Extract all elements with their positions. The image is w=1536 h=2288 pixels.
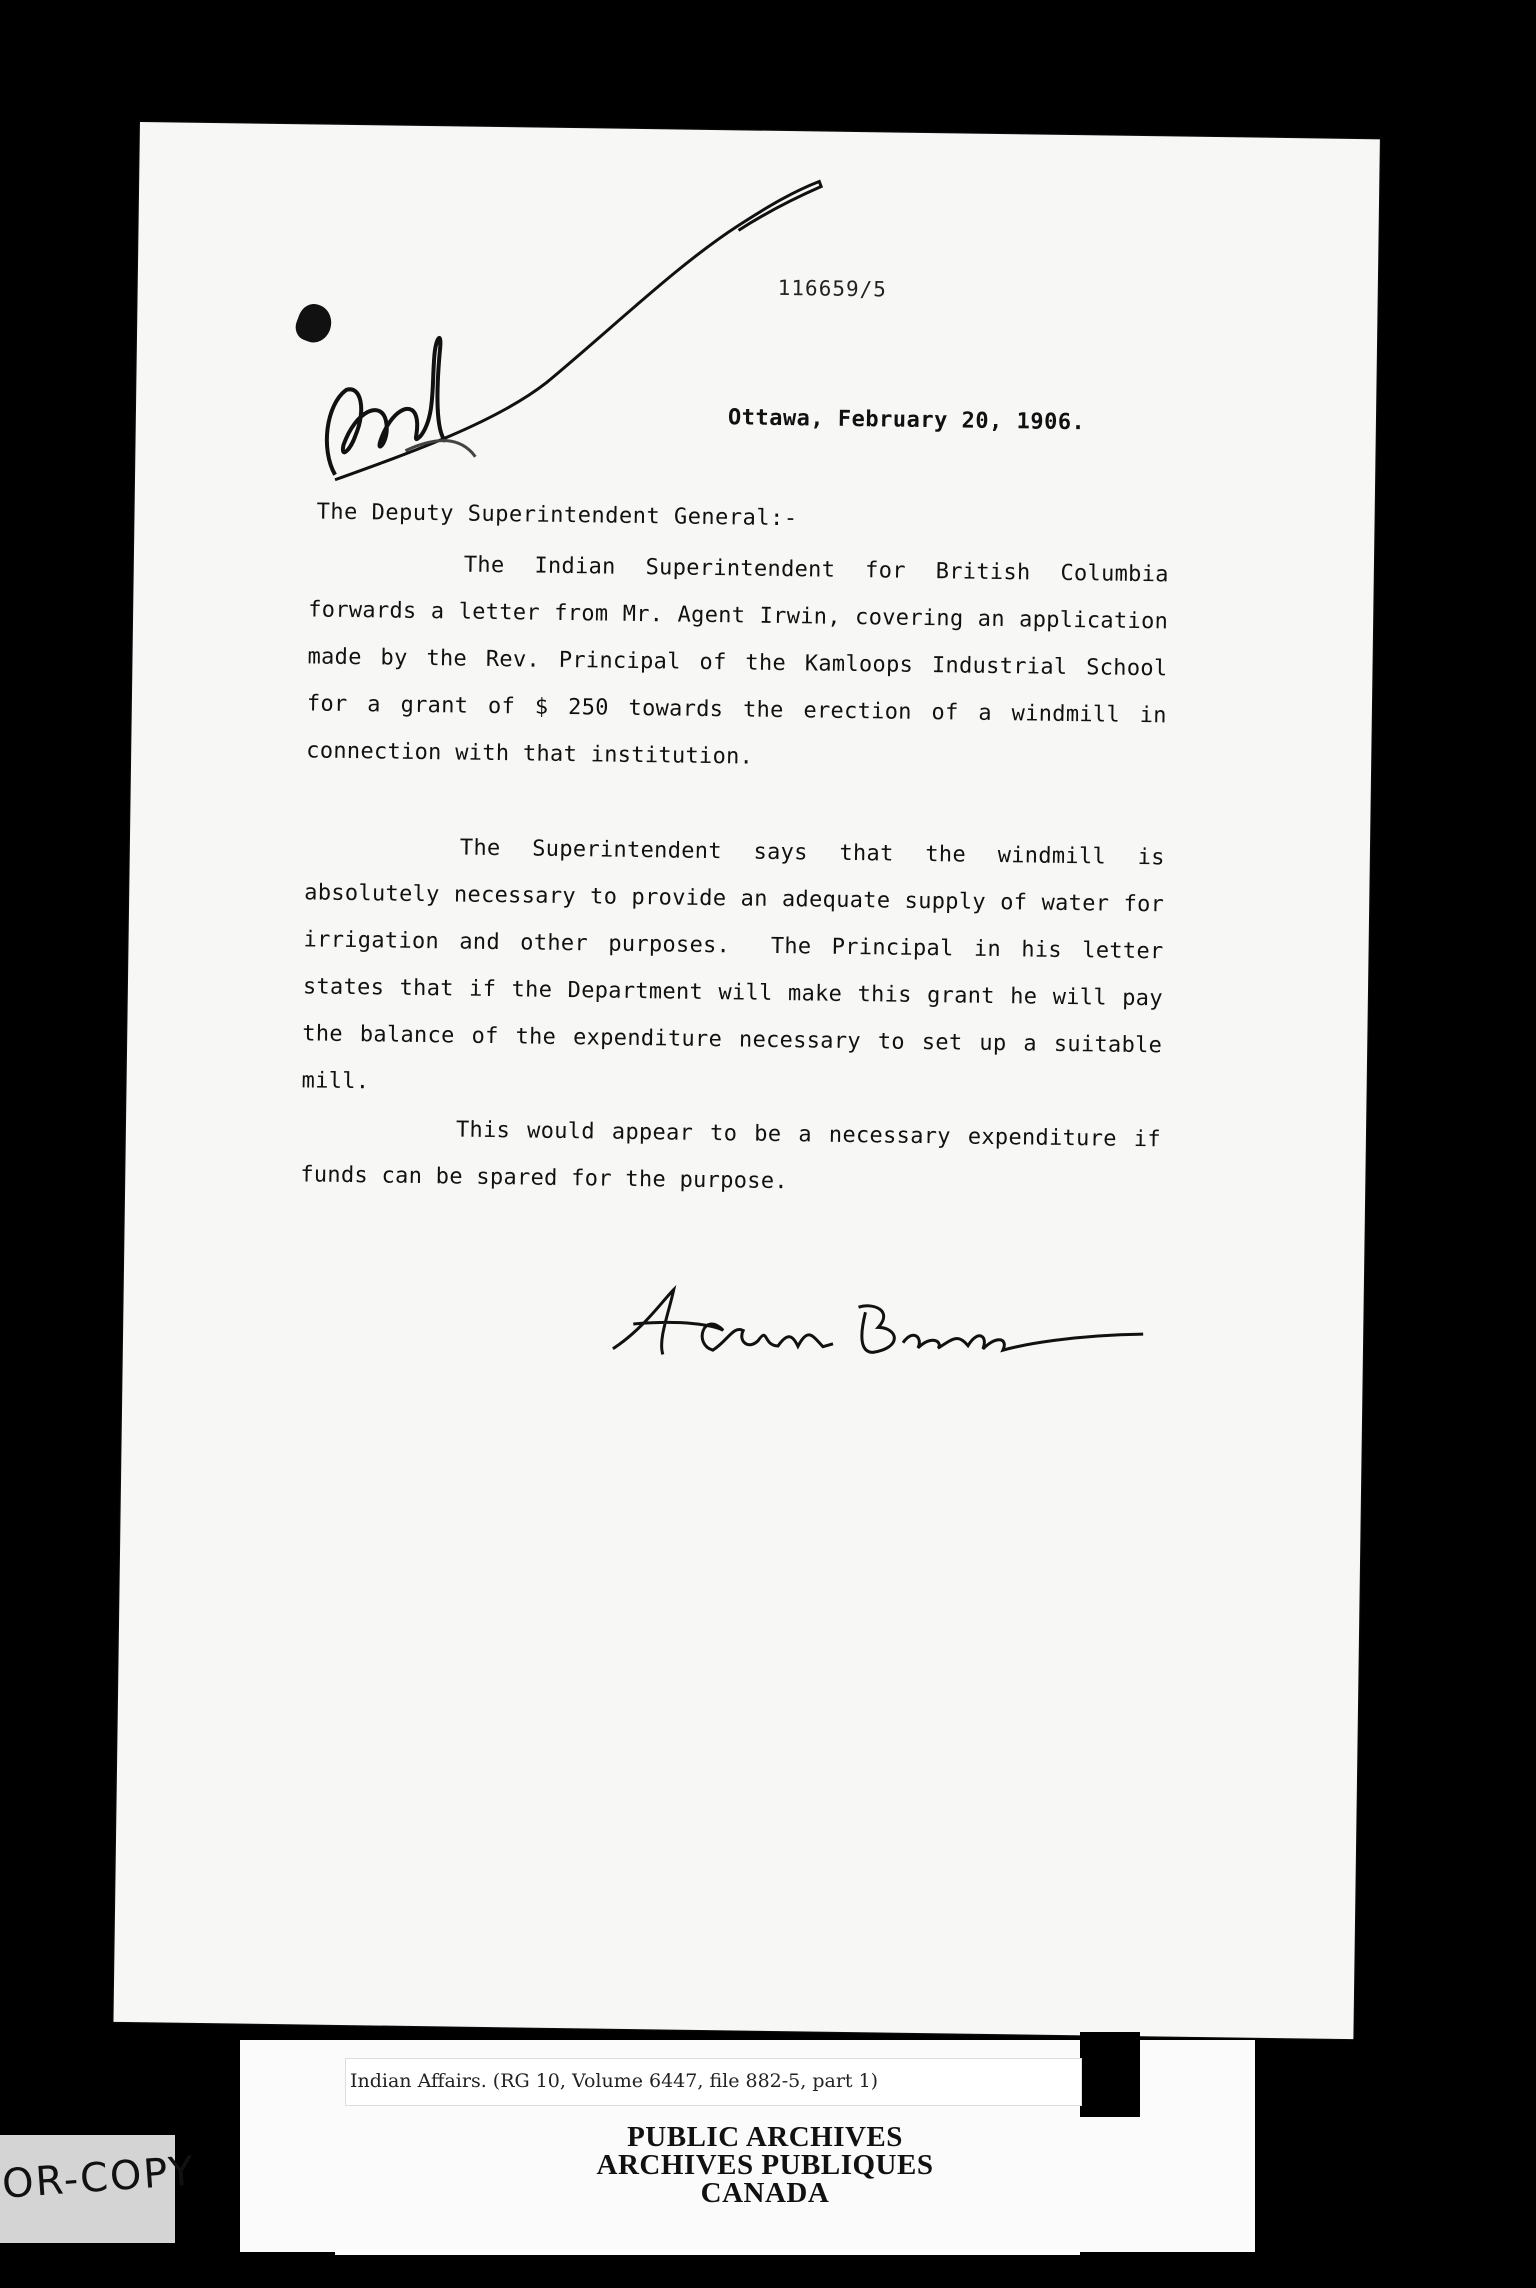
archives-line-3: CANADA [700,2177,830,2209]
archives-stamp [540,2123,990,2207]
letter-page [113,122,1379,2039]
label-notch [1080,2032,1140,2117]
paragraph-2: The Superintendent says that the windmill is absolutely necessary to provide an adequate supply of water for irrigation and other purposes. The Principal in his letter states that if the Department will make this grant he will pay the balance of the expenditure necessary to set up a suitable mill. [301,835,1179,1095]
archives-line-2: ARCHIVES PUBLIQUES [596,2149,934,2181]
file-number: 116659/5 [777,275,888,302]
handwritten-initials [294,149,839,537]
label-bottom-strip [335,2215,1080,2255]
paragraph-1: The Indian Superintendent for British Columbia forwards a letter from Mr. Agent Irwin, covering an application made by the Rev. Principal of the Kamloops Industrial School for a grant of $ 250 towards the erection of a windmill in connection with that institution. [306,552,1183,770]
salutation: The Deputy Superintendent General:- [316,499,798,532]
handwritten-signature [603,1269,1164,1387]
copy-tag-text: OR-COPY [0,2148,197,2208]
dateline: Ottawa, February 20, 1906. [727,405,1086,436]
paragraph-3: This would appear to be a necessary expenditure if funds can be spared for the purpose. [300,1117,1175,1195]
archives-line-1: PUBLIC ARCHIVES [627,2121,903,2153]
archive-citation: Indian Affairs. (RG 10, Volume 6447, file 882-5, part 1) [350,2070,879,2092]
